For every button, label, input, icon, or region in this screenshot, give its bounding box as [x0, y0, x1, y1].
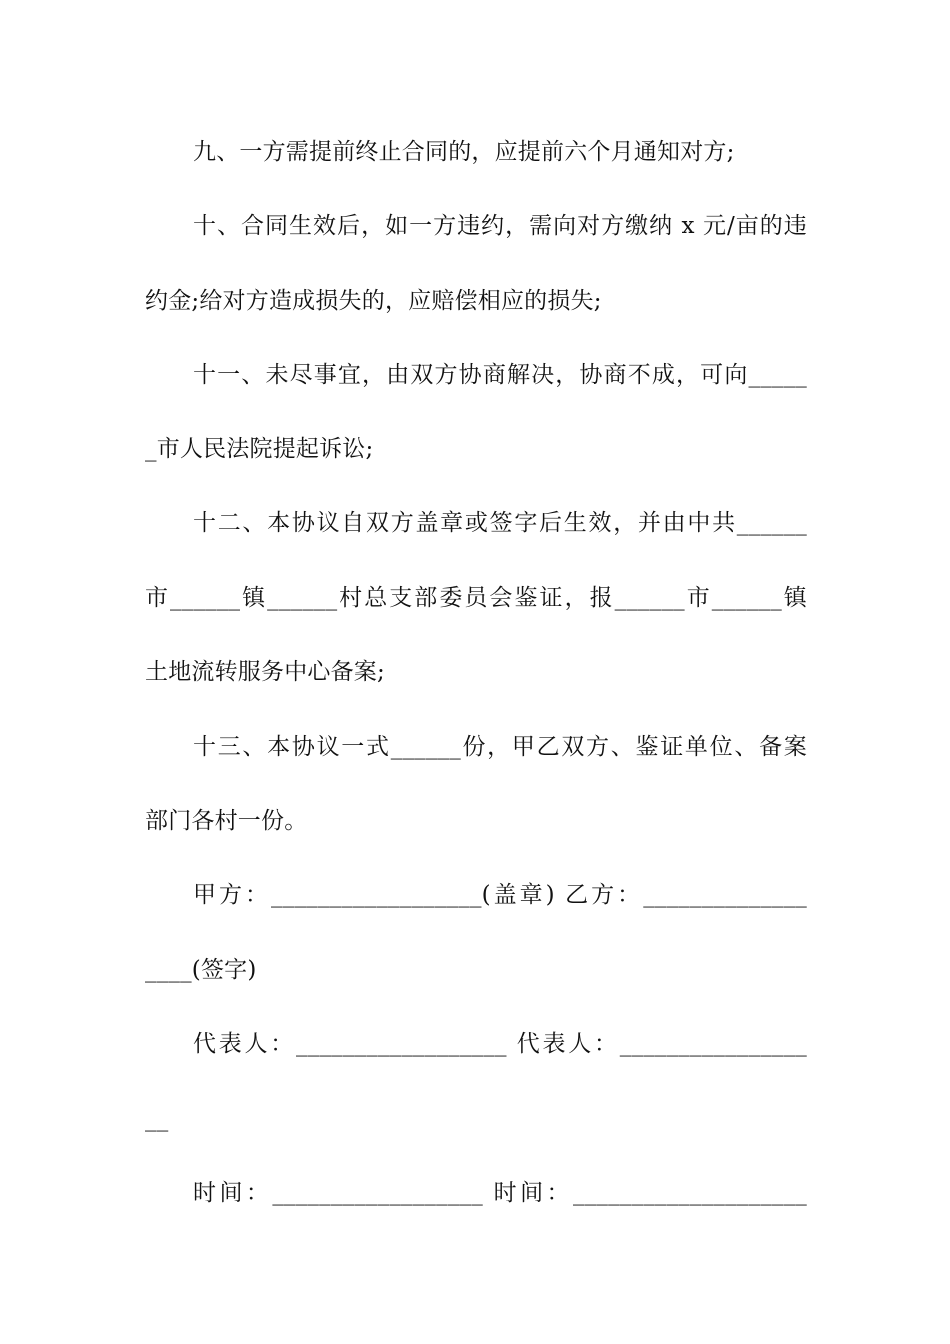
clause-9: 九、一方需提前终止合同的，应提前六个月通知对方;: [193, 139, 735, 165]
clause-10-continued: 约金;给对方造成损失的，应赔偿相应的损失;: [145, 288, 602, 314]
signature-note: ____(签字): [145, 957, 257, 983]
representative-line-continued: __: [145, 1106, 169, 1132]
clause-13: 十三、本协议一式______份，甲乙双方、鉴证单位、备案: [193, 734, 807, 760]
clause-12-end: 土地流转服务中心备案;: [145, 659, 385, 685]
representative-line: 代表人：__________________ 代表人：________________: [193, 1031, 807, 1057]
clause-12-continued: 市______镇______村总支部委员会鉴证，报______市______镇: [145, 585, 807, 611]
clause-12: 十二、本协议自双方盖章或签字后生效，并由中共______: [193, 510, 807, 536]
clause-11-continued: _市人民法院提起诉讼;: [145, 436, 374, 462]
date-line: 时间：__________________ 时间：____________________: [193, 1180, 807, 1206]
clause-11: 十一、未尽事宜，由双方协商解决，协商不成，可向_____: [193, 362, 807, 388]
party-signature-line: 甲方：__________________(盖章) 乙方：______________: [193, 882, 807, 908]
clause-13-continued: 部门各村一份。: [145, 808, 308, 834]
clause-10: 十、合同生效后，如一方违约，需向对方缴纳 x 元/亩的违: [193, 213, 807, 239]
